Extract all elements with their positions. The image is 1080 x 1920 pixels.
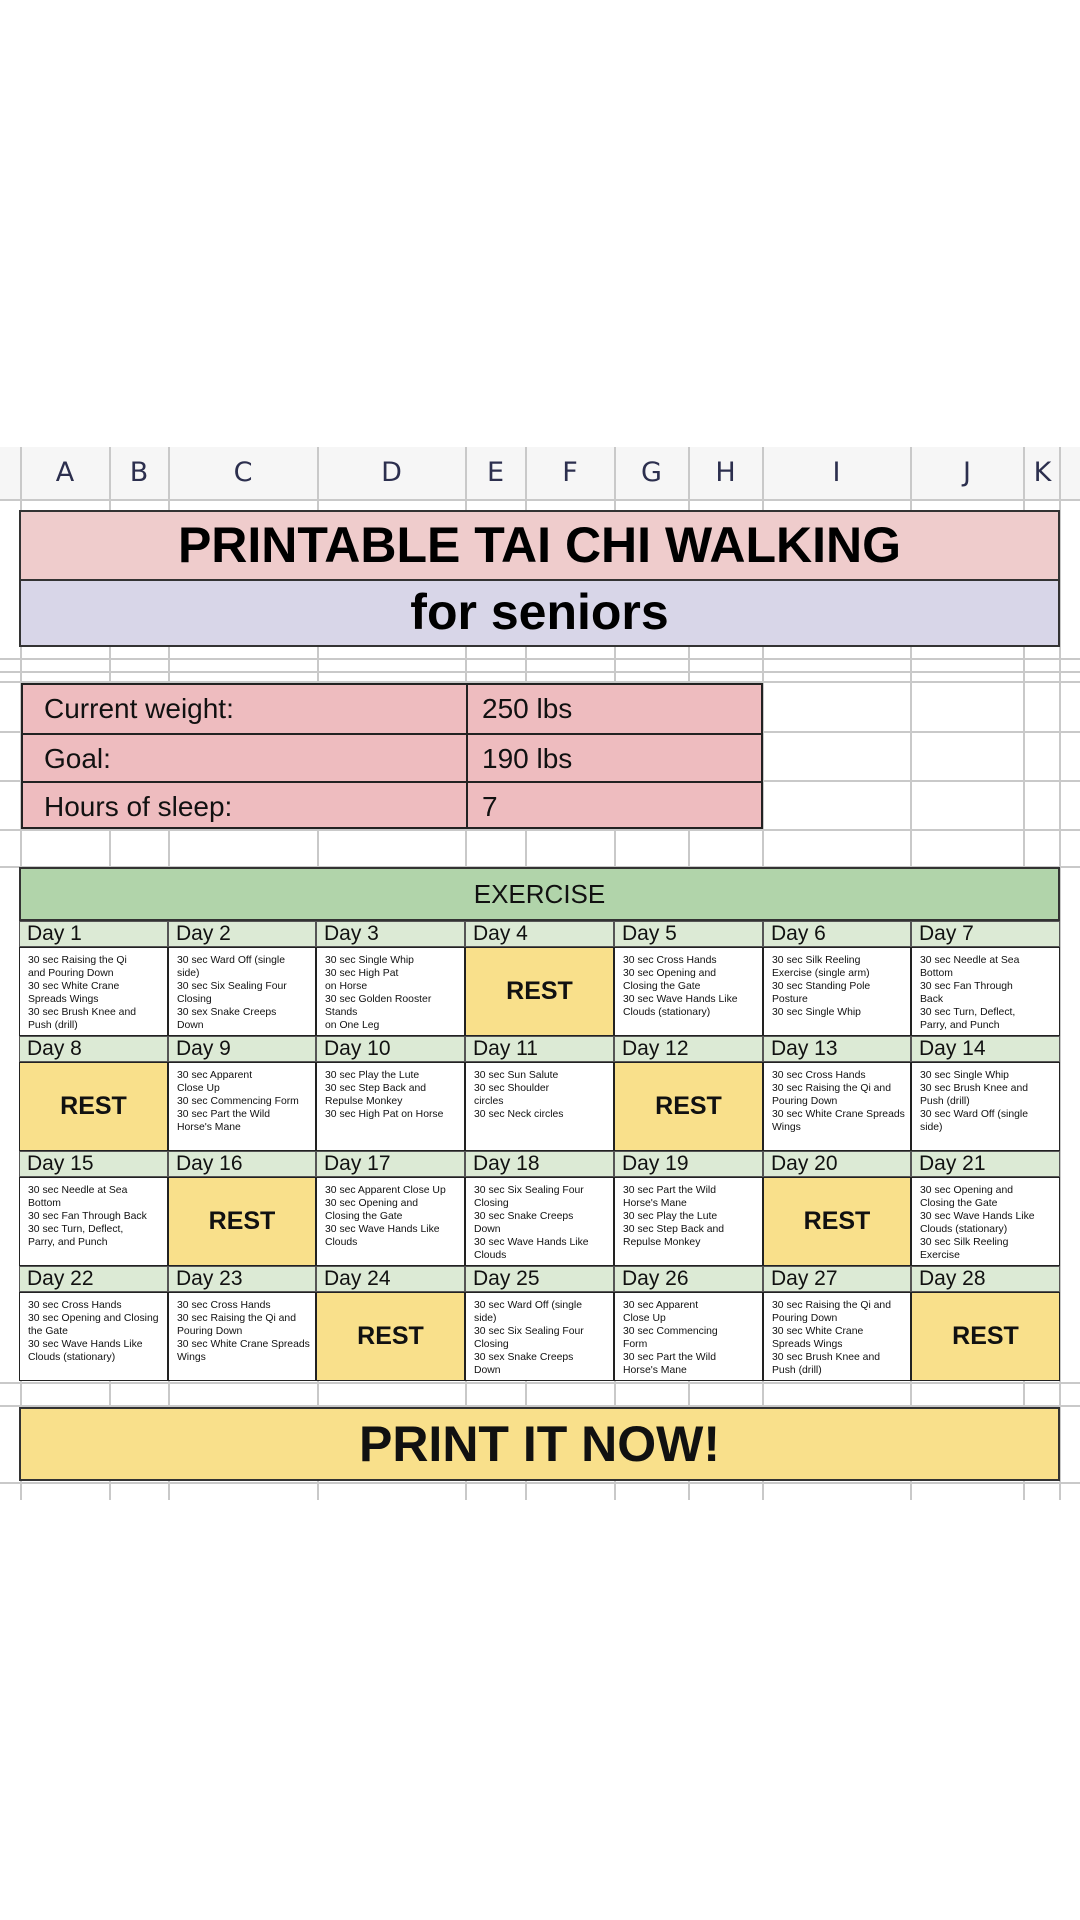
- stats-table: [21, 683, 763, 829]
- column-header-i[interactable]: I: [832, 457, 841, 488]
- rest-label: REST: [208, 1207, 276, 1235]
- day-header: Day 6: [763, 921, 911, 947]
- day-cell[interactable]: [465, 1177, 614, 1266]
- day-header: Day 18: [465, 1151, 614, 1177]
- day-cell[interactable]: [316, 947, 465, 1036]
- day-activities: 30 sec Six Sealing Four Closing 30 sec Snake Creeps Down 30 sec Wave Hands Like Clouds: [474, 1185, 589, 1261]
- day-header: Day 12: [614, 1036, 763, 1062]
- day-header: Day 15: [19, 1151, 168, 1177]
- column-header-d[interactable]: D: [381, 457, 402, 488]
- day-cell[interactable]: [763, 1292, 911, 1381]
- day-cell[interactable]: [763, 947, 911, 1036]
- day-cell[interactable]: [614, 1292, 763, 1381]
- day-header: Day 10: [316, 1036, 465, 1062]
- day-cell[interactable]: [316, 1062, 465, 1151]
- stat-value[interactable]: 250 lbs: [482, 693, 573, 724]
- day-activities: 30 sec Cross Hands 30 sec Opening and Closing the Gate 30 sec Wave Hands Like Clouds (stationary): [28, 1300, 159, 1363]
- day-activities: 30 sec Raising the Qi and Pouring Down 30 sec White Crane Spreads Wings 30 sec Brush Knee and Push (drill): [28, 955, 137, 1031]
- day-activities: 30 sec Play the Lute 30 sec Step Back and Repulse Monkey 30 sec High Pat on Horse: [325, 1070, 444, 1120]
- column-header-bar: [0, 447, 1080, 500]
- subtitle-banner: for seniors: [19, 581, 1060, 647]
- rest-day-cell[interactable]: [763, 1177, 911, 1266]
- column-header-g[interactable]: G: [641, 457, 662, 488]
- day-header: Day 2: [168, 921, 316, 947]
- stat-label: Current weight:: [44, 693, 234, 724]
- day-header: Day 5: [614, 921, 763, 947]
- exercise-header: EXERCISE: [19, 867, 1060, 921]
- day-cell[interactable]: [168, 1292, 316, 1381]
- day-activities: 30 sec Single Whip 30 sec Brush Knee and Push (drill) 30 sec Ward Off (single side): [920, 1070, 1029, 1133]
- day-cell[interactable]: [168, 947, 316, 1036]
- title-banner: PRINTABLE TAI CHI WALKING: [19, 510, 1060, 581]
- day-header: Day 13: [763, 1036, 911, 1062]
- day-activities: 30 sec Single Whip 30 sec High Pat on Horse 30 sec Golden Rooster Stands on One Leg: [325, 955, 432, 1031]
- rest-day-cell[interactable]: [19, 1062, 168, 1151]
- rest-day-cell[interactable]: [316, 1292, 465, 1381]
- day-cell[interactable]: [19, 1292, 168, 1381]
- day-header: Day 9: [168, 1036, 316, 1062]
- column-header-b[interactable]: B: [129, 457, 149, 488]
- day-header: Day 20: [763, 1151, 911, 1177]
- day-header: Day 28: [911, 1266, 1060, 1292]
- day-activities: 30 sec Cross Hands 30 sec Raising the Qi and Pouring Down 30 sec White Crane Spreads Wings: [177, 1300, 310, 1363]
- day-header: Day 4: [465, 921, 614, 947]
- day-header: Day 24: [316, 1266, 465, 1292]
- rest-label: REST: [357, 1322, 424, 1350]
- day-cell[interactable]: [465, 1062, 614, 1151]
- column-header-h[interactable]: H: [715, 457, 736, 488]
- exercise-calendar: [19, 921, 1060, 1381]
- stat-label: Goal:: [44, 743, 111, 774]
- column-header-f[interactable]: F: [562, 457, 578, 488]
- day-header: Day 7: [911, 921, 1060, 947]
- day-header: Day 19: [614, 1151, 763, 1177]
- rest-day-cell[interactable]: [614, 1062, 763, 1151]
- rest-day-cell[interactable]: [911, 1292, 1060, 1381]
- day-header: Day 26: [614, 1266, 763, 1292]
- day-activities: 30 sec Raising the Qi and Pouring Down 30 sec White Crane Spreads Wings 30 sec Brush Knee and Push (drill): [772, 1300, 891, 1376]
- stat-value[interactable]: 190 lbs: [482, 743, 573, 774]
- day-header: Day 3: [316, 921, 465, 947]
- day-cell[interactable]: [168, 1062, 316, 1151]
- day-activities: 30 sec Opening and Closing the Gate 30 sec Wave Hands Like Clouds (stationary) 30 sec Silk Reeling Exercise: [920, 1185, 1035, 1261]
- day-activities: 30 sec Silk Reeling Exercise (single arm) 30 sec Standing Pole Posture 30 sec Single Whip: [772, 955, 871, 1018]
- day-header: Day 22: [19, 1266, 168, 1292]
- day-cell[interactable]: [614, 947, 763, 1036]
- day-header: Day 17: [316, 1151, 465, 1177]
- day-header: Day 25: [465, 1266, 614, 1292]
- rest-label: REST: [803, 1207, 871, 1235]
- column-header-c[interactable]: C: [233, 457, 253, 488]
- day-activities: 30 sec Ward Off (single side) 30 sec Six Sealing Four Closing 30 sex Snake Creeps Down: [474, 1300, 584, 1376]
- day-activities: 30 sec Apparent Close Up 30 sec Commencing Form 30 sec Part the Wild Horse's Mane: [177, 1070, 299, 1133]
- day-activities: 30 sec Apparent Close Up 30 sec Commencing Form 30 sec Part the Wild Horse's Mane: [623, 1300, 718, 1376]
- day-cell[interactable]: [465, 1292, 614, 1381]
- day-cell[interactable]: [763, 1062, 911, 1151]
- column-header-k[interactable]: K: [1033, 457, 1052, 488]
- stat-row-weight: [23, 685, 761, 733]
- day-cell[interactable]: [911, 947, 1060, 1036]
- day-cell[interactable]: [19, 947, 168, 1036]
- rest-day-cell[interactable]: [168, 1177, 316, 1266]
- day-header: Day 27: [763, 1266, 911, 1292]
- day-header: Day 23: [168, 1266, 316, 1292]
- day-cell[interactable]: [614, 1177, 763, 1266]
- day-cell[interactable]: [911, 1177, 1060, 1266]
- rest-label: REST: [952, 1322, 1019, 1350]
- day-activities: 30 sec Part the Wild Horse's Mane 30 sec Play the Lute 30 sec Step Back and Repulse Monkey: [623, 1185, 725, 1248]
- rest-day-cell[interactable]: [465, 947, 614, 1036]
- stat-row-goal: [23, 733, 761, 783]
- day-activities: 30 sec Needle at Sea Bottom 30 sec Fan Through Back 30 sec Turn, Deflect, Parry, and Punch: [920, 955, 1020, 1031]
- day-header: Day 11: [465, 1036, 614, 1062]
- day-activities: 30 sec Needle at Sea Bottom 30 sec Fan Through Back 30 sec Turn, Deflect, Parry, and Punch: [28, 1185, 147, 1248]
- stat-row-sleep: [23, 781, 761, 831]
- rest-label: REST: [655, 1092, 722, 1120]
- day-cell[interactable]: [911, 1062, 1060, 1151]
- rest-label: REST: [506, 977, 573, 1005]
- day-activities: 30 sec Cross Hands 30 sec Raising the Qi and Pouring Down 30 sec White Crane Spreads Wings: [772, 1070, 905, 1133]
- day-cell[interactable]: [19, 1177, 168, 1266]
- day-header: Day 21: [911, 1151, 1060, 1177]
- rest-label: REST: [60, 1092, 127, 1120]
- day-header: Day 8: [19, 1036, 168, 1062]
- day-header: Day 16: [168, 1151, 316, 1177]
- day-cell[interactable]: [316, 1177, 465, 1266]
- day-header: Day 14: [911, 1036, 1060, 1062]
- day-header: Day 1: [19, 921, 168, 947]
- column-header-a[interactable]: A: [55, 457, 75, 488]
- column-header-e[interactable]: E: [486, 457, 505, 488]
- day-activities: 30 sec Ward Off (single side) 30 sec Six Sealing Four Closing 30 sex Snake Creeps Down: [177, 955, 287, 1031]
- day-activities: 30 sec Apparent Close Up 30 sec Opening and Closing the Gate 30 sec Wave Hands Like Clouds: [325, 1185, 446, 1248]
- stat-label: Hours of sleep:: [44, 791, 233, 822]
- day-activities: 30 sec Sun Salute 30 sec Shoulder circles 30 sec Neck circles: [474, 1070, 564, 1120]
- print-button[interactable]: PRINT IT NOW!: [19, 1407, 1060, 1481]
- stat-value[interactable]: 7: [482, 791, 498, 822]
- column-header-j[interactable]: J: [963, 457, 971, 488]
- day-activities: 30 sec Cross Hands 30 sec Opening and Closing the Gate 30 sec Wave Hands Like Clouds (stationary): [623, 955, 738, 1018]
